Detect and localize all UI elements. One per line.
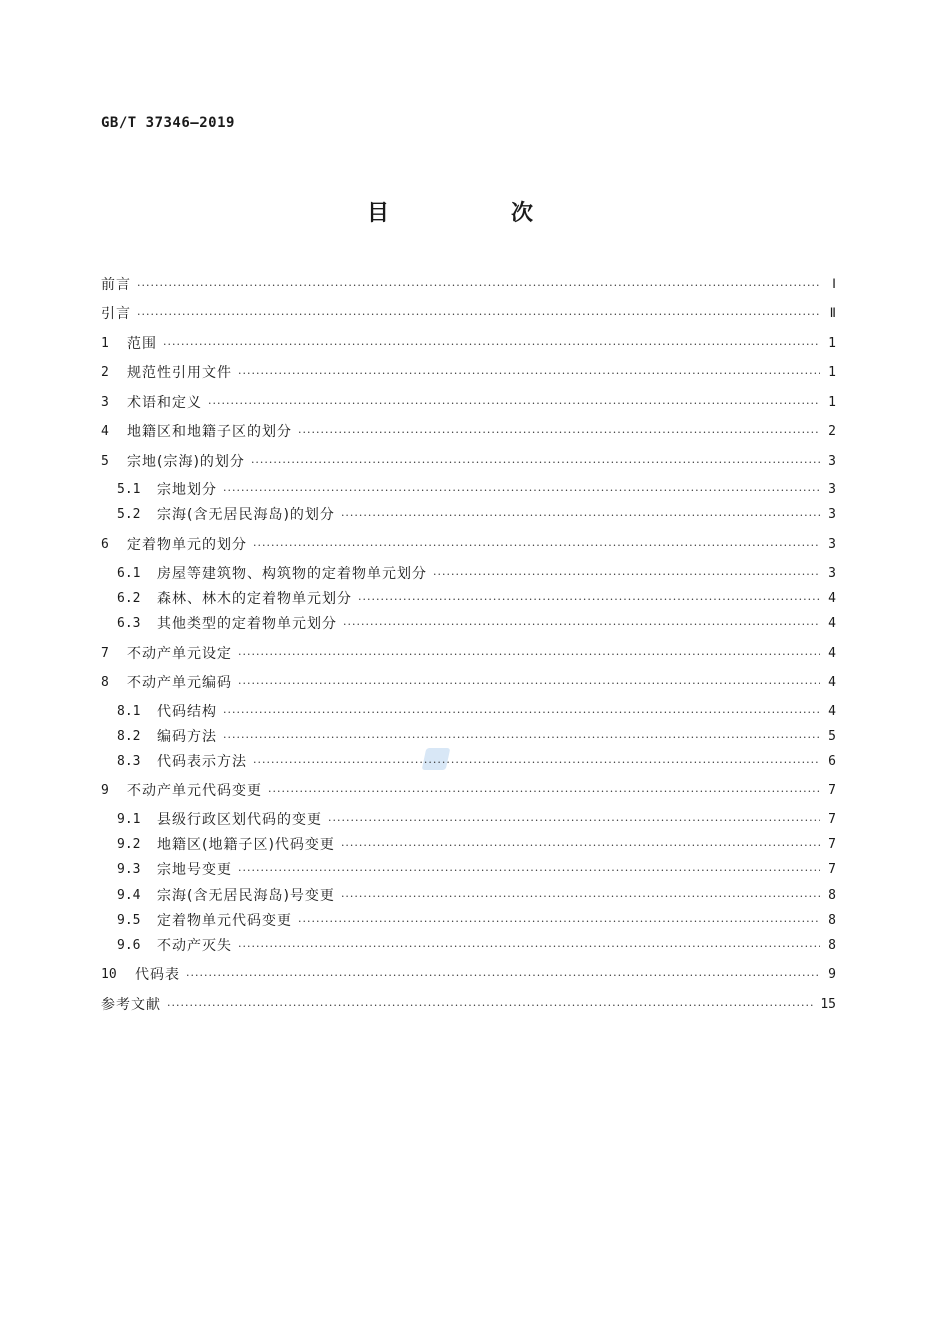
page-title: 目 次 [366,201,583,226]
toc-entry[interactable] [101,832,836,854]
toc-entry[interactable] [101,908,836,930]
toc-entry-label: 县级行政区划代码的变更 [157,812,322,828]
toc-entry-page-number: 8 [828,913,836,928]
toc-entry-number: 9.3 [117,862,141,877]
toc-entry-label: 地籍区和地籍子区的划分 [127,424,292,440]
toc-entry[interactable] [101,699,836,721]
toc-entry-dot-leader [341,889,820,905]
toc-entry-number: 9.2 [117,837,141,852]
toc-entry-number: 9.4 [117,888,141,903]
toc-entry-number: 1 [101,336,109,351]
toc-entry-number: 6.3 [117,616,141,631]
toc-entry-label: 宗地号变更 [157,862,232,878]
toc-entry-page-number: 9 [828,967,836,982]
toc-entry-page-number: 7 [828,812,836,827]
toc-entry-number: 8.2 [117,729,141,744]
toc-entry-number: 6.2 [117,591,141,606]
toc-entry[interactable] [101,933,836,955]
toc-entry-page-number: 3 [828,566,836,581]
toc-entry-page-number: 8 [828,888,836,903]
toc-entry[interactable] [101,532,836,554]
toc-entry-label: 代码结构 [157,704,217,720]
toc-entry[interactable] [101,301,836,323]
toc-entry-page-number: 3 [828,482,836,497]
toc-entry-page-number: 5 [828,729,836,744]
toc-entry[interactable] [101,749,836,771]
toc-entry-number: 4 [101,424,109,439]
document-code: GB/T 37346—2019 [101,115,235,131]
toc-entry-number: 2 [101,365,109,380]
toc-entry-number: 5 [101,454,109,469]
toc-entry-label: 地籍区(地籍子区)代码变更 [157,837,335,853]
toc-entry[interactable] [101,502,836,524]
toc-entry-number: 9.1 [117,812,141,827]
toc-entry-label: 前言 [101,277,131,293]
toc-entry-number: 8.1 [117,704,141,719]
toc-entry-dot-leader [223,483,820,499]
toc-entry[interactable] [101,477,836,499]
toc-entry[interactable] [101,778,836,800]
toc-entry-dot-leader [298,914,820,930]
toc-entry[interactable] [101,670,836,692]
toc-entry-label: 代码表 [135,967,180,983]
toc-entry-label: 宗地(宗海)的划分 [127,454,245,470]
toc-entry[interactable] [101,272,836,294]
toc-entry[interactable] [101,449,836,471]
toc-entry[interactable] [101,419,836,441]
toc-entry[interactable] [101,992,836,1014]
toc-entry-number: 3 [101,395,109,410]
toc-entry[interactable] [101,641,836,663]
toc-entry-page-number: 1 [828,336,836,351]
toc-entry-label: 代码表示方法 [157,754,247,770]
toc-entry[interactable] [101,360,836,382]
toc-entry[interactable] [101,807,836,829]
toc-entry-label: 规范性引用文件 [127,365,232,381]
toc-entry-page-number: 7 [828,837,836,852]
toc-entry[interactable] [101,962,836,984]
toc-entry-number: 5.1 [117,482,141,497]
toc-entry[interactable] [101,586,836,608]
toc-entry-dot-leader [137,307,820,323]
toc-entry-number: 6 [101,537,109,552]
toc-entry-page-number: 4 [828,704,836,719]
toc-entry-label: 不动产单元编码 [127,675,232,691]
toc-entry-dot-leader [251,455,820,471]
toc-entry-number: 9.5 [117,913,141,928]
toc-entry-label: 其他类型的定着物单元划分 [157,616,337,632]
toc-entry-page-number: 7 [828,783,836,798]
toc-entry-label: 不动产灭失 [157,938,232,954]
toc-entry-dot-leader [238,676,820,692]
toc-entry-page-number: 8 [828,938,836,953]
toc-entry-page-number: 1 [828,365,836,380]
toc-entry-label: 引言 [101,306,131,322]
toc-entry-dot-leader [253,755,820,771]
toc-entry-page-number: 3 [828,454,836,469]
toc-entry-label: 森林、林木的定着物单元划分 [157,591,352,607]
toc-entry-dot-leader [208,396,820,412]
toc-entry-dot-leader [223,705,820,721]
toc-entry-dot-leader [433,567,820,583]
toc-entry-dot-leader [328,813,820,829]
toc-entry-page-number: Ⅱ [829,306,836,321]
toc-entry[interactable] [101,331,836,353]
toc-entry-page-number: 1 [828,395,836,410]
toc-entry[interactable] [101,611,836,633]
toc-entry-dot-leader [238,863,820,879]
toc-entry-page-number: 3 [828,507,836,522]
toc-entry-dot-leader [358,592,820,608]
toc-entry-label: 范围 [127,336,157,352]
toc-entry-label: 宗海(含无居民海岛)的划分 [157,507,335,523]
toc-entry-dot-leader [167,998,814,1014]
toc-entry[interactable] [101,561,836,583]
toc-entry-page-number: 6 [828,754,836,769]
toc-entry-dot-leader [163,337,820,353]
toc-entry-number: 6.1 [117,566,141,581]
toc-entry-number: 9.6 [117,938,141,953]
toc-entry-dot-leader [238,939,820,955]
toc-entry-label: 房屋等建筑物、构筑物的定着物单元划分 [157,566,427,582]
toc-entry-number: 10 [101,967,117,982]
toc-entry-dot-leader [253,538,820,554]
toc-entry-page-number: Ⅰ [832,277,836,292]
toc-entry-number: 9 [101,783,109,798]
toc-entry-page-number: 4 [828,646,836,661]
toc-entry-label: 术语和定义 [127,395,202,411]
toc-entry-number: 8 [101,675,109,690]
toc-entry-label: 宗地划分 [157,482,217,498]
toc-entry-label: 编码方法 [157,729,217,745]
toc-entry[interactable] [101,857,836,879]
toc-entry-label: 参考文献 [101,997,161,1013]
toc-entry[interactable] [101,724,836,746]
toc-entry-page-number: 4 [828,675,836,690]
toc-entry-dot-leader [238,647,820,663]
toc-entry-label: 定着物单元的划分 [127,537,247,553]
toc-entry-page-number: 4 [828,616,836,631]
toc-entry-dot-leader [341,838,820,854]
toc-entry-dot-leader [238,366,820,382]
toc-entry[interactable] [101,390,836,412]
toc-entry-dot-leader [223,730,820,746]
toc-entry-page-number: 7 [828,862,836,877]
toc-entry-label: 宗海(含无居民海岛)号变更 [157,888,335,904]
toc-entry-label: 不动产单元设定 [127,646,232,662]
toc-entry-page-number: 2 [828,424,836,439]
toc-entry-page-number: 4 [828,591,836,606]
toc-entry-dot-leader [298,425,820,441]
toc-entry-dot-leader [137,278,820,294]
toc-entry-dot-leader [343,617,820,633]
toc-entry-dot-leader [268,784,820,800]
toc-entry-page-number: 15 [820,997,836,1012]
toc-entry-label: 定着物单元代码变更 [157,913,292,929]
toc-entry-number: 8.3 [117,754,141,769]
toc-entry-number: 7 [101,646,109,661]
toc-entry-dot-leader [341,508,820,524]
toc-entry-number: 5.2 [117,507,141,522]
toc-entry-page-number: 3 [828,537,836,552]
toc-entry-dot-leader [186,968,820,984]
toc-entry-label: 不动产单元代码变更 [127,783,262,799]
toc-entry[interactable] [101,883,836,905]
